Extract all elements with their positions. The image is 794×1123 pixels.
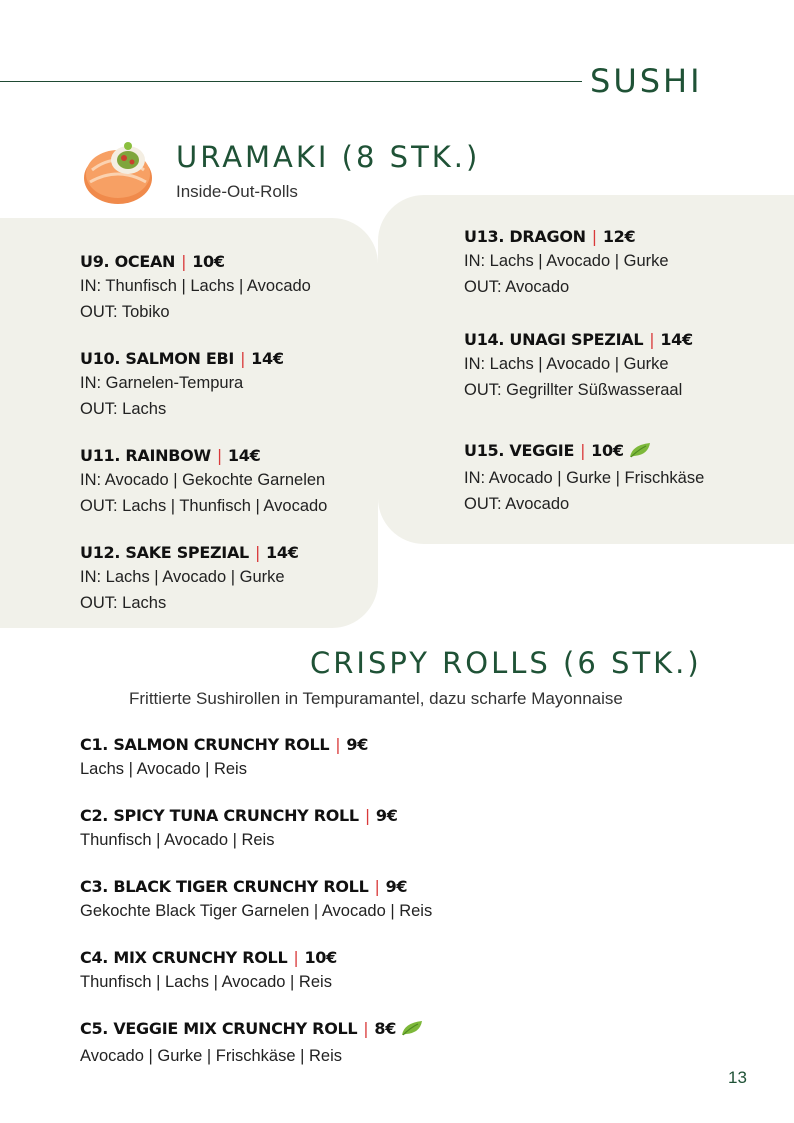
item-price: 14€ bbox=[227, 446, 261, 465]
menu-item-u11 bbox=[80, 445, 380, 519]
menu-item-c2 bbox=[80, 805, 398, 853]
item-in: IN: Garnelen-Tempura bbox=[80, 374, 244, 392]
menu-item-c3 bbox=[80, 876, 433, 924]
separator: | bbox=[374, 877, 380, 896]
item-code: C4. MIX CRUNCHY ROLL bbox=[80, 948, 288, 967]
item-price: 8€ bbox=[374, 1019, 397, 1038]
item-desc: Thunfisch | Lachs | Avocado | Reis bbox=[80, 973, 332, 991]
item-out: OUT: Avocado bbox=[464, 278, 570, 296]
item-desc: Lachs | Avocado | Reis bbox=[80, 760, 247, 778]
item-in: IN: Lachs | Avocado | Gurke bbox=[464, 252, 669, 270]
item-code: C5. VEGGIE MIX CRUNCHY ROLL bbox=[80, 1019, 358, 1038]
menu-item-c5 bbox=[80, 1018, 397, 1069]
menu-item-c1 bbox=[80, 734, 380, 782]
page-number: 13 bbox=[728, 1068, 747, 1087]
item-price: 9€ bbox=[385, 877, 408, 896]
item-code: U10. SALMON EBI bbox=[80, 349, 235, 368]
item-price: 14€ bbox=[660, 330, 693, 349]
item-desc: Avocado | Gurke | Frischkäse | Reis bbox=[80, 1047, 342, 1065]
separator: | bbox=[181, 252, 187, 271]
separator: | bbox=[240, 349, 246, 368]
item-price: 14€ bbox=[251, 349, 284, 368]
separator: | bbox=[363, 1019, 369, 1038]
separator: | bbox=[216, 446, 222, 465]
item-out: OUT: Lachs | Thunfisch | Avocado bbox=[80, 497, 328, 515]
item-price: 10€ bbox=[304, 948, 337, 967]
separator: | bbox=[591, 227, 597, 246]
menu-item-u12 bbox=[80, 542, 380, 616]
separator: | bbox=[580, 441, 586, 460]
item-in: IN: Avocado | Gekochte Garnelen bbox=[80, 471, 326, 489]
item-price: 12€ bbox=[602, 227, 636, 246]
item-desc: Thunfisch | Avocado | Reis bbox=[80, 831, 275, 849]
separator: | bbox=[293, 948, 299, 967]
item-code: U9. OCEAN bbox=[80, 252, 176, 271]
menu-item-u9 bbox=[80, 251, 380, 325]
header-rule bbox=[0, 81, 582, 82]
leaf-icon bbox=[400, 1019, 424, 1043]
menu-item-u14 bbox=[464, 329, 764, 403]
item-in: IN: Lachs | Avocado | Gurke bbox=[464, 355, 669, 373]
item-desc: Gekochte Black Tiger Garnelen | Avocado | Reis bbox=[80, 902, 433, 920]
item-in: IN: Lachs | Avocado | Gurke bbox=[80, 568, 285, 586]
crispy-title: CRISPY ROLLS (6 STK.) bbox=[310, 646, 702, 680]
menu-item-u15 bbox=[464, 440, 764, 517]
item-code: U15. VEGGIE bbox=[464, 441, 575, 460]
crispy-subtitle: Frittierte Sushirollen in Tempuramantel, dazu scharfe Mayonnaise bbox=[129, 689, 623, 708]
item-code: U13. DRAGON bbox=[464, 227, 586, 246]
item-code: C3. BLACK TIGER CRUNCHY ROLL bbox=[80, 877, 369, 896]
separator: | bbox=[364, 806, 370, 825]
item-out: OUT: Tobiko bbox=[80, 303, 170, 321]
menu-item-c4 bbox=[80, 947, 380, 995]
item-price: 14€ bbox=[266, 543, 299, 562]
item-code: U14. UNAGI SPEZIAL bbox=[464, 330, 644, 349]
leaf-icon bbox=[628, 441, 652, 465]
uramaki-subtitle: Inside-Out-Rolls bbox=[176, 182, 298, 201]
item-code: C2. SPICY TUNA CRUNCHY ROLL bbox=[80, 806, 359, 825]
item-in: IN: Thunfisch | Lachs | Avocado bbox=[80, 277, 311, 295]
section-title: SUSHI bbox=[590, 62, 703, 100]
item-out: OUT: Avocado bbox=[464, 495, 570, 513]
item-code: U11. RAINBOW bbox=[80, 446, 211, 465]
sushi-roll-image bbox=[78, 130, 158, 210]
separator: | bbox=[254, 543, 261, 562]
menu-item-u13 bbox=[464, 226, 764, 300]
item-price: 9€ bbox=[346, 735, 369, 754]
item-price: 10€ bbox=[591, 441, 624, 460]
item-out: OUT: Gegrillter Süßwasseraal bbox=[464, 381, 683, 399]
item-price: 9€ bbox=[375, 806, 398, 825]
menu-item-u10 bbox=[80, 348, 380, 422]
item-price: 10€ bbox=[192, 252, 225, 271]
separator: | bbox=[649, 330, 655, 349]
uramaki-title: URAMAKI (8 STK.) bbox=[176, 140, 481, 174]
item-out: OUT: Lachs bbox=[80, 594, 167, 612]
item-code: U12. SAKE SPEZIAL bbox=[80, 543, 249, 562]
item-code: C1. SALMON CRUNCHY ROLL bbox=[80, 735, 330, 754]
item-in: IN: Avocado | Gurke | Frischkäse bbox=[464, 469, 705, 487]
item-out: OUT: Lachs bbox=[80, 400, 167, 418]
separator: | bbox=[335, 735, 341, 754]
